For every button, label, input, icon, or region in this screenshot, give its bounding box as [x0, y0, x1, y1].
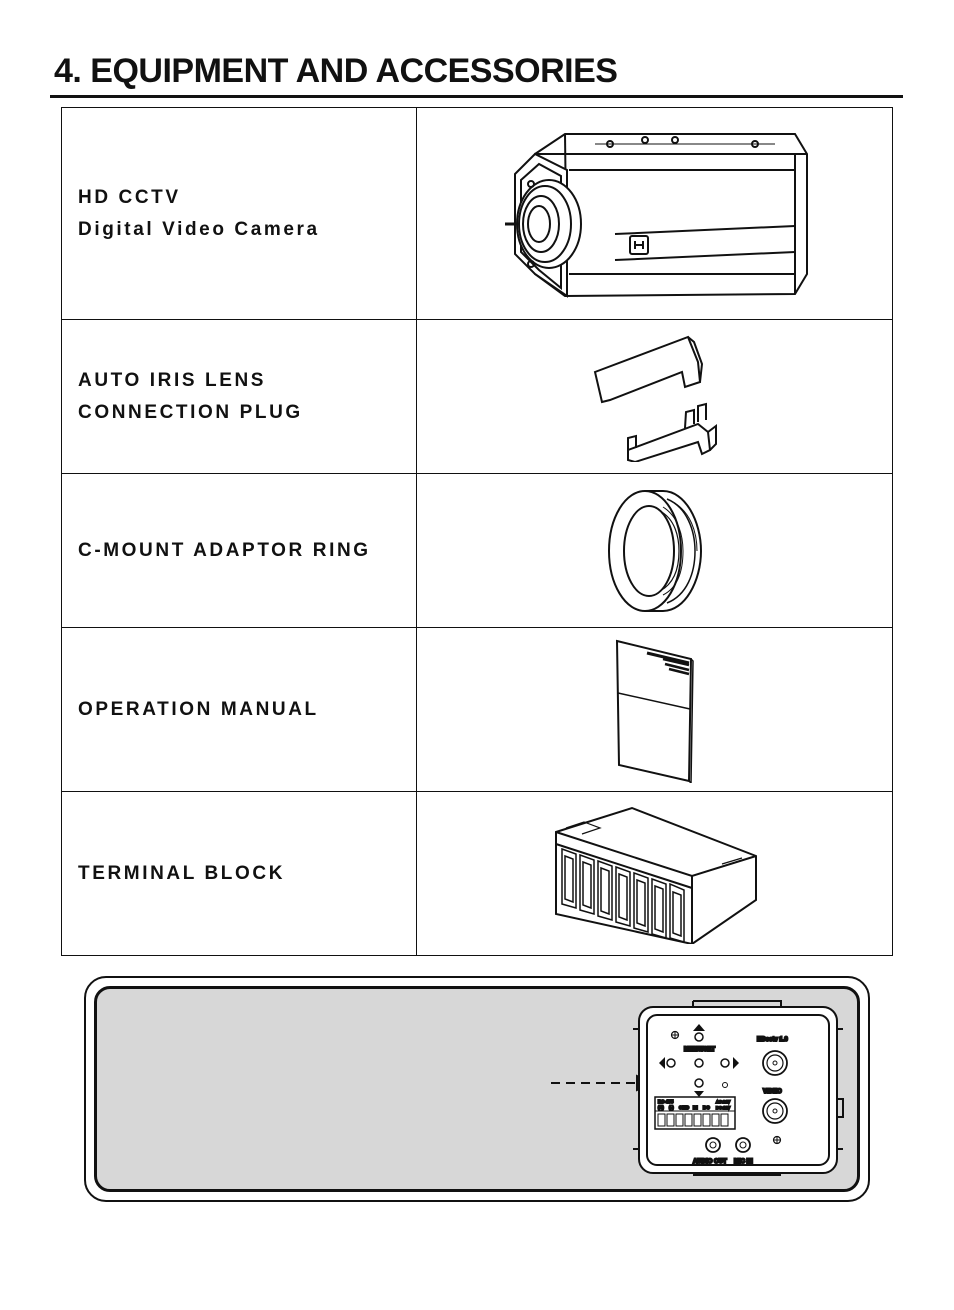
item-label-line: Digital Video Camera [78, 218, 320, 240]
table-row [62, 792, 893, 956]
title-underline [50, 95, 903, 98]
item-label [62, 628, 417, 792]
table-row [62, 628, 893, 792]
item-label-line: TERMINAL BLOCK [78, 862, 286, 884]
terminal-dc12-label: DC 12V [716, 1105, 731, 1110]
table-row [62, 320, 893, 474]
adaptor-ring-illustration [605, 487, 705, 615]
rear-panel-box [84, 976, 870, 1202]
item-label-line: AUTO IRIS LENS [78, 369, 267, 391]
menu-set-label: MENU/SET [684, 1047, 716, 1053]
item-label [62, 108, 417, 320]
manual-booklet-illustration [613, 637, 697, 783]
cctv-camera-illustration [495, 124, 815, 304]
mic-in-label: MIC IN [734, 1159, 753, 1165]
terminal-block-illustration [552, 804, 758, 944]
terminal-ac24-label: AC 24V [716, 1099, 731, 1104]
terminal-do-label: DO [703, 1105, 710, 1110]
video-label: VIDEO [763, 1089, 782, 1095]
table-row [62, 474, 893, 628]
item-label-line: CONNECTION PLUG [78, 401, 303, 423]
audio-out-label: AUDIO OUT [693, 1159, 727, 1165]
item-image-cell [417, 474, 893, 628]
item-image-cell [417, 108, 893, 320]
item-image-cell [417, 792, 893, 956]
page-title: 4. EQUIPMENT AND ACCESSORIES [54, 52, 618, 90]
hdcctv-brand-label: HDcctv 1.0 [757, 1037, 788, 1043]
terminal-plus-label: (+) [658, 1105, 664, 1110]
terminal-minus-label: (-) [669, 1105, 674, 1110]
connection-plug-illustration [590, 332, 720, 462]
item-label [62, 792, 417, 956]
equipment-table [61, 107, 893, 956]
item-label-line: HD CCTV [78, 186, 181, 208]
item-label [62, 320, 417, 474]
item-label-line: OPERATION MANUAL [78, 698, 319, 720]
item-image-cell [417, 320, 893, 474]
item-image-cell [417, 628, 893, 792]
terminal-rs485-label: RS-485 [658, 1099, 674, 1104]
rear-panel-inset [94, 986, 860, 1192]
terminal-di-label: DI [693, 1105, 698, 1110]
item-label-line: C-MOUNT ADAPTOR RING [78, 539, 371, 561]
camera-rear-panel-illustration [631, 999, 845, 1179]
terminal-gnd-label: GND [679, 1105, 689, 1110]
table-row [62, 108, 893, 320]
item-label [62, 474, 417, 628]
